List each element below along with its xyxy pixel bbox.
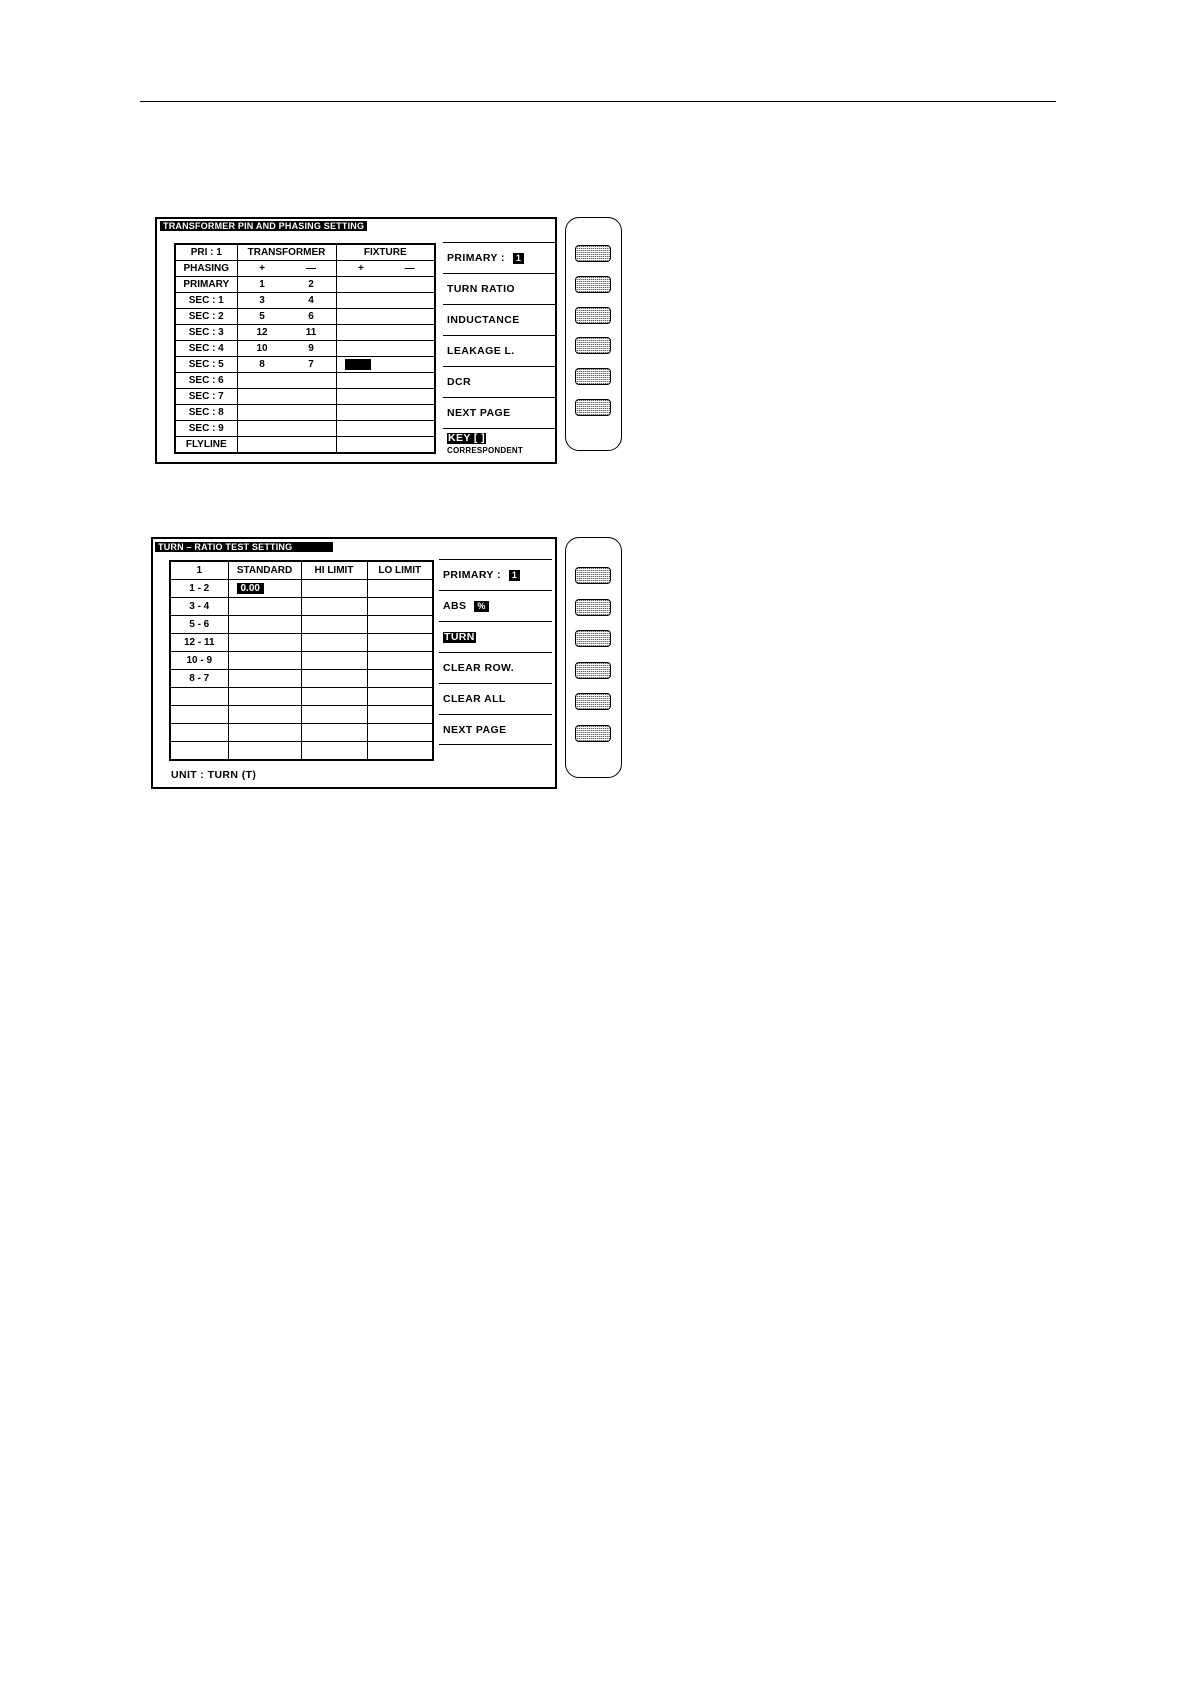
row-label: SEC : 1	[175, 293, 237, 309]
hi-limit-cell[interactable]	[301, 706, 367, 724]
transformer-minus: —	[306, 263, 316, 274]
table-row	[175, 389, 435, 405]
softkey-5[interactable]	[575, 693, 611, 710]
lo-limit-cell[interactable]	[367, 688, 433, 706]
transformer-pins[interactable]	[237, 437, 336, 454]
fixture-minus: —	[404, 263, 415, 274]
hi-limit-cell[interactable]	[301, 742, 367, 761]
fixture-pins[interactable]	[336, 357, 435, 373]
transformer-minus-pin: 2	[308, 279, 314, 290]
table-row	[175, 293, 435, 309]
lo-limit-header: LO LIMIT	[367, 561, 433, 580]
abs-label: ABS	[443, 600, 467, 612]
correspondent-label: CORRESPONDENT	[447, 446, 523, 455]
table-row	[175, 341, 435, 357]
transformer-plus-pin: 10	[256, 343, 268, 354]
softkey-bezel	[565, 217, 622, 451]
transformer-minus-pin: 4	[308, 295, 314, 306]
lo-limit-cell[interactable]	[367, 598, 433, 616]
pin-pair	[170, 742, 228, 761]
table-row	[170, 742, 433, 761]
menu-turn-ratio[interactable]: TURN RATIO	[443, 273, 556, 304]
hi-limit-cell[interactable]	[301, 688, 367, 706]
softkey-1[interactable]	[575, 245, 611, 262]
pin-phasing-screen	[155, 217, 557, 464]
hi-limit-cell[interactable]	[301, 652, 367, 670]
hi-limit-cell[interactable]	[301, 634, 367, 652]
transformer-plus: +	[259, 263, 265, 274]
fixture-pins[interactable]	[336, 389, 435, 405]
hi-limit-cell[interactable]	[301, 580, 367, 598]
pin-pair: 12 - 11	[170, 634, 228, 652]
menu-dcr[interactable]: DCR	[443, 366, 556, 397]
standard-cell[interactable]	[228, 598, 301, 616]
lo-limit-cell[interactable]	[367, 724, 433, 742]
table-row	[175, 405, 435, 421]
row-label: SEC : 7	[175, 389, 237, 405]
fixture-pins[interactable]	[336, 293, 435, 309]
fixture-pins[interactable]	[336, 405, 435, 421]
index-header: 1	[170, 561, 228, 580]
table-row	[175, 325, 435, 341]
softkey-2[interactable]	[575, 599, 611, 616]
table-row	[175, 437, 435, 454]
transformer-pins[interactable]	[237, 405, 336, 421]
transformer-plus-pin: 5	[259, 311, 265, 322]
transformer-pins[interactable]	[237, 373, 336, 389]
softkey-2[interactable]	[575, 276, 611, 293]
row-label: SEC : 8	[175, 405, 237, 421]
lo-limit-cell[interactable]	[367, 652, 433, 670]
table-row	[170, 616, 433, 634]
transformer-minus-pin: 7	[308, 359, 314, 370]
fixture-pins[interactable]	[336, 437, 435, 454]
softkey-1[interactable]	[575, 567, 611, 584]
standard-cell[interactable]	[228, 688, 301, 706]
abs-value: %	[474, 601, 488, 612]
transformer-pins[interactable]	[237, 389, 336, 405]
phasing-label: PHASING	[175, 261, 237, 277]
transformer-pins[interactable]	[237, 293, 336, 309]
screen-title: TRANSFORMER PIN AND PHASING SETTING	[160, 221, 367, 231]
softkey-menu	[439, 559, 552, 745]
standard-cell[interactable]	[228, 634, 301, 652]
table-row	[175, 373, 435, 389]
menu-turn[interactable]	[439, 621, 552, 652]
lo-limit-cell[interactable]	[367, 742, 433, 761]
hi-limit-cell[interactable]	[301, 616, 367, 634]
lo-limit-cell[interactable]	[367, 670, 433, 688]
pin-phasing-table	[174, 243, 436, 454]
primary-label: PRIMARY :	[447, 252, 505, 264]
transformer-minus-pin: 6	[308, 311, 314, 322]
transformer-header: TRANSFORMER	[237, 244, 336, 261]
table-row	[170, 688, 433, 706]
transformer-plus-pin: 1	[259, 279, 265, 290]
table-row	[175, 421, 435, 437]
softkey-bezel	[565, 537, 622, 778]
pin-pair: 10 - 9	[170, 652, 228, 670]
standard-cell[interactable]	[228, 652, 301, 670]
softkey-5[interactable]	[575, 368, 611, 385]
table-row	[170, 706, 433, 724]
row-label: SEC : 3	[175, 325, 237, 341]
fixture-pins[interactable]	[336, 421, 435, 437]
table-row	[175, 277, 435, 293]
transformer-pins[interactable]	[237, 341, 336, 357]
softkey-menu	[443, 242, 556, 459]
table-row	[170, 652, 433, 670]
table-row	[175, 309, 435, 325]
lo-limit-cell[interactable]	[367, 634, 433, 652]
pin-pair: 5 - 6	[170, 616, 228, 634]
lo-limit-cell[interactable]	[367, 580, 433, 598]
softkey-6[interactable]	[575, 399, 611, 416]
unit-label: UNIT : TURN (T)	[171, 769, 257, 781]
lo-limit-cell[interactable]	[367, 616, 433, 634]
row-label: PRIMARY	[175, 277, 237, 293]
hi-limit-cell[interactable]	[301, 670, 367, 688]
input-cursor	[345, 359, 371, 370]
row-label: SEC : 4	[175, 341, 237, 357]
row-label: SEC : 6	[175, 373, 237, 389]
table-row	[170, 724, 433, 742]
transformer-minus-pin: 11	[305, 327, 317, 338]
fixture-pins[interactable]	[336, 277, 435, 293]
table-row	[170, 598, 433, 616]
softkey-4[interactable]	[575, 337, 611, 354]
fixture-pins[interactable]	[336, 341, 435, 357]
standard-cell[interactable]	[228, 580, 301, 598]
fixture-pins[interactable]	[336, 309, 435, 325]
row-label: SEC : 2	[175, 309, 237, 325]
standard-header: STANDARD	[228, 561, 301, 580]
menu-abs[interactable]	[439, 590, 552, 621]
menu-primary[interactable]	[443, 242, 556, 273]
transformer-pins[interactable]	[237, 421, 336, 437]
softkey-3[interactable]	[575, 630, 611, 647]
menu-next-page[interactable]: NEXT PAGE	[439, 714, 552, 745]
menu-inductance[interactable]: INDUCTANCE	[443, 304, 556, 335]
fixture-pins[interactable]	[336, 373, 435, 389]
standard-cell[interactable]	[228, 616, 301, 634]
primary-value: 1	[509, 570, 520, 581]
primary-label: PRIMARY :	[443, 569, 501, 581]
softkey-3[interactable]	[575, 307, 611, 324]
fixture-header: FIXTURE	[336, 244, 435, 261]
table-row	[170, 634, 433, 652]
turn-ratio-table	[169, 560, 434, 761]
pin-pair: 3 - 4	[170, 598, 228, 616]
row-label: FLYLINE	[175, 437, 237, 454]
table-row	[175, 357, 435, 373]
standard-cell[interactable]	[228, 706, 301, 724]
hi-limit-header: HI LIMIT	[301, 561, 367, 580]
standard-cell[interactable]	[228, 742, 301, 761]
transformer-pins[interactable]	[237, 357, 336, 373]
standard-cell[interactable]	[228, 724, 301, 742]
primary-value: 1	[513, 253, 524, 264]
menu-key-correspondent	[443, 428, 556, 459]
turn-label: TURN	[444, 630, 475, 643]
menu-clear-all[interactable]: CLEAR ALL	[439, 683, 552, 714]
transformer-pins[interactable]	[237, 309, 336, 325]
fixture-plus: +	[357, 263, 364, 274]
softkey-4[interactable]	[575, 662, 611, 679]
pin-pair	[170, 706, 228, 724]
menu-leakage[interactable]: LEAKAGE L.	[443, 335, 556, 366]
lo-limit-cell[interactable]	[367, 706, 433, 724]
standard-value: 0.00	[237, 583, 264, 594]
pin-pair	[170, 688, 228, 706]
key-label: KEY [ ]	[448, 432, 486, 444]
screen-title: TURN – RATIO TEST SETTING	[155, 542, 333, 552]
menu-next-page[interactable]: NEXT PAGE	[443, 397, 556, 428]
transformer-minus-pin: 9	[308, 343, 314, 354]
softkey-6[interactable]	[575, 725, 611, 742]
hi-limit-cell[interactable]	[301, 724, 367, 742]
pin-pair: 1 - 2	[170, 580, 228, 598]
menu-clear-row[interactable]: CLEAR ROW.	[439, 652, 552, 683]
page-header-rule	[140, 101, 1056, 102]
pri-header: PRI : 1	[175, 244, 237, 261]
pin-pair	[170, 724, 228, 742]
fixture-pins[interactable]	[336, 325, 435, 341]
transformer-plus-pin: 3	[259, 295, 265, 306]
standard-cell[interactable]	[228, 670, 301, 688]
table-row	[170, 580, 433, 598]
row-label: SEC : 9	[175, 421, 237, 437]
pin-pair: 8 - 7	[170, 670, 228, 688]
row-label: SEC : 5	[175, 357, 237, 373]
transformer-plus-pin: 8	[259, 359, 265, 370]
hi-limit-cell[interactable]	[301, 598, 367, 616]
turn-ratio-screen	[151, 537, 557, 789]
table-row	[170, 670, 433, 688]
transformer-pins[interactable]	[237, 277, 336, 293]
transformer-pins[interactable]	[237, 325, 336, 341]
transformer-plus-pin: 12	[256, 327, 268, 338]
menu-primary[interactable]	[439, 559, 552, 590]
